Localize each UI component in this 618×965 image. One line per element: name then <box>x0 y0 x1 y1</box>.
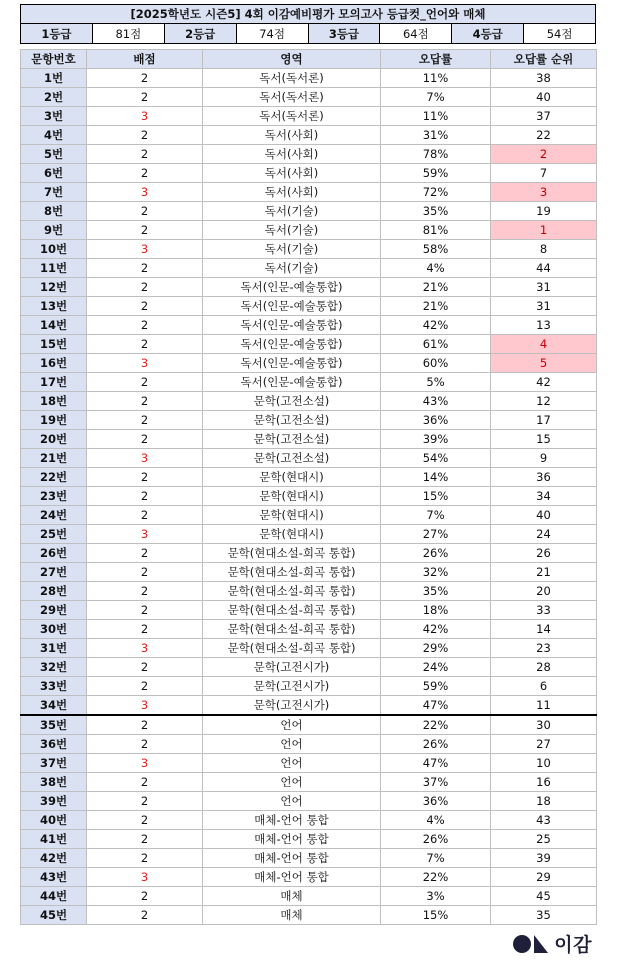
cell-error-rate: 11% <box>381 69 491 88</box>
cell-error-rate: 47% <box>381 696 491 716</box>
cell-error-rank: 39 <box>491 849 597 868</box>
cell-error-rank: 35 <box>491 906 597 925</box>
cell-error-rate: 26% <box>381 544 491 563</box>
cell-question-number: 16번 <box>21 354 87 373</box>
cell-points: 3 <box>87 354 203 373</box>
cell-area: 언어 <box>203 792 381 811</box>
cell-question-number: 18번 <box>21 392 87 411</box>
cell-points: 2 <box>87 563 203 582</box>
cell-question-number: 22번 <box>21 468 87 487</box>
cell-question-number: 19번 <box>21 411 87 430</box>
cell-points: 3 <box>87 868 203 887</box>
cell-error-rate: 3% <box>381 887 491 906</box>
cell-points: 2 <box>87 221 203 240</box>
cell-error-rate: 72% <box>381 183 491 202</box>
cell-error-rank: 6 <box>491 677 597 696</box>
grade-label-1: 1등급 <box>21 24 93 44</box>
cell-error-rate: 27% <box>381 525 491 544</box>
cell-error-rank: 5 <box>491 354 597 373</box>
cell-question-number: 32번 <box>21 658 87 677</box>
cell-points: 2 <box>87 792 203 811</box>
cell-area: 문학(고전시가) <box>203 696 381 716</box>
cell-area: 독서(사회) <box>203 164 381 183</box>
grade-cut-table <box>20 4 596 44</box>
cell-area: 매체 <box>203 887 381 906</box>
table-header-row <box>21 50 597 69</box>
cell-points: 2 <box>87 773 203 792</box>
table-row <box>21 620 597 639</box>
cell-area: 독서(인문-예술통합) <box>203 278 381 297</box>
cell-error-rank: 7 <box>491 164 597 183</box>
table-row <box>21 240 597 259</box>
cell-error-rank: 40 <box>491 506 597 525</box>
cell-area: 독서(인문-예술통합) <box>203 297 381 316</box>
cell-error-rank: 27 <box>491 735 597 754</box>
cell-area: 독서(사회) <box>203 183 381 202</box>
grade-cut-row <box>21 24 596 44</box>
cell-error-rate: 14% <box>381 468 491 487</box>
cell-error-rate: 21% <box>381 278 491 297</box>
table-row <box>21 544 597 563</box>
table-row <box>21 354 597 373</box>
cell-points: 2 <box>87 658 203 677</box>
logo-mark-icon <box>512 933 550 955</box>
table-row <box>21 792 597 811</box>
header-error-rank: 오답률 순위 <box>491 50 597 69</box>
cell-error-rate: 22% <box>381 715 491 735</box>
cell-area: 문학(현대소설-희곡 통합) <box>203 582 381 601</box>
cell-points: 2 <box>87 164 203 183</box>
table-row <box>21 868 597 887</box>
cell-points: 2 <box>87 506 203 525</box>
cell-area: 매체-언어 통합 <box>203 811 381 830</box>
table-row <box>21 126 597 145</box>
cell-points: 2 <box>87 259 203 278</box>
cell-question-number: 36번 <box>21 735 87 754</box>
table-row <box>21 696 597 716</box>
cell-question-number: 30번 <box>21 620 87 639</box>
cell-area: 문학(현대소설-희곡 통합) <box>203 563 381 582</box>
grade-label-3: 3등급 <box>308 24 380 44</box>
cell-points: 2 <box>87 145 203 164</box>
table-row <box>21 335 597 354</box>
table-row <box>21 259 597 278</box>
question-stats-table <box>20 49 597 925</box>
table-row <box>21 278 597 297</box>
table-row <box>21 145 597 164</box>
cell-question-number: 20번 <box>21 430 87 449</box>
cell-error-rank: 8 <box>491 240 597 259</box>
cell-question-number: 31번 <box>21 639 87 658</box>
cell-area: 독서(인문-예술통합) <box>203 354 381 373</box>
cell-area: 독서(기술) <box>203 221 381 240</box>
cell-error-rate: 26% <box>381 830 491 849</box>
table-row <box>21 639 597 658</box>
cell-points: 3 <box>87 754 203 773</box>
cell-error-rate: 26% <box>381 735 491 754</box>
cell-error-rate: 21% <box>381 297 491 316</box>
cell-error-rank: 9 <box>491 449 597 468</box>
cell-error-rank: 16 <box>491 773 597 792</box>
cell-error-rate: 7% <box>381 506 491 525</box>
grade-score-2: 74점 <box>236 24 308 44</box>
cell-question-number: 33번 <box>21 677 87 696</box>
cell-area: 독서(기술) <box>203 240 381 259</box>
cell-area: 문학(현대소설-희곡 통합) <box>203 620 381 639</box>
cell-error-rate: 61% <box>381 335 491 354</box>
cell-error-rank: 10 <box>491 754 597 773</box>
cell-error-rank: 29 <box>491 868 597 887</box>
cell-error-rate: 29% <box>381 639 491 658</box>
cell-area: 독서(기술) <box>203 259 381 278</box>
table-row <box>21 69 597 88</box>
cell-points: 3 <box>87 183 203 202</box>
cell-points: 3 <box>87 107 203 126</box>
cell-question-number: 42번 <box>21 849 87 868</box>
cell-error-rank: 12 <box>491 392 597 411</box>
grade-label-2: 2등급 <box>164 24 236 44</box>
table-row <box>21 525 597 544</box>
cell-area: 독서(독서론) <box>203 107 381 126</box>
cell-points: 2 <box>87 335 203 354</box>
cell-error-rate: 31% <box>381 126 491 145</box>
cell-points: 2 <box>87 88 203 107</box>
cell-points: 3 <box>87 696 203 716</box>
cell-error-rank: 3 <box>491 183 597 202</box>
cell-points: 2 <box>87 582 203 601</box>
cell-area: 문학(고전소설) <box>203 430 381 449</box>
table-row <box>21 221 597 240</box>
cell-error-rank: 37 <box>491 107 597 126</box>
cell-error-rank: 33 <box>491 601 597 620</box>
cell-question-number: 29번 <box>21 601 87 620</box>
header-area: 영역 <box>203 50 381 69</box>
cell-question-number: 11번 <box>21 259 87 278</box>
header-error-rate: 오답률 <box>381 50 491 69</box>
cell-question-number: 9번 <box>21 221 87 240</box>
cell-question-number: 23번 <box>21 487 87 506</box>
cell-error-rate: 4% <box>381 259 491 278</box>
table-row <box>21 164 597 183</box>
cell-error-rank: 13 <box>491 316 597 335</box>
cell-question-number: 6번 <box>21 164 87 183</box>
cell-error-rank: 40 <box>491 88 597 107</box>
cell-question-number: 25번 <box>21 525 87 544</box>
table-row <box>21 202 597 221</box>
cell-points: 2 <box>87 278 203 297</box>
table-row <box>21 487 597 506</box>
cell-points: 2 <box>87 316 203 335</box>
cell-error-rank: 1 <box>491 221 597 240</box>
cell-error-rank: 30 <box>491 715 597 735</box>
cell-points: 2 <box>87 906 203 925</box>
cell-area: 매체-언어 통합 <box>203 868 381 887</box>
cell-area: 문학(현대소설-희곡 통합) <box>203 601 381 620</box>
cell-error-rank: 28 <box>491 658 597 677</box>
grade-label-4: 4등급 <box>452 24 524 44</box>
cell-error-rate: 32% <box>381 563 491 582</box>
cell-area: 문학(현대시) <box>203 506 381 525</box>
cell-error-rank: 31 <box>491 297 597 316</box>
cell-area: 문학(고전소설) <box>203 392 381 411</box>
cell-error-rate: 15% <box>381 906 491 925</box>
cell-area: 문학(현대소설-희곡 통합) <box>203 544 381 563</box>
cell-area: 독서(독서론) <box>203 88 381 107</box>
cell-error-rate: 24% <box>381 658 491 677</box>
cell-error-rate: 36% <box>381 792 491 811</box>
cell-points: 2 <box>87 411 203 430</box>
cell-area: 독서(인문-예술통합) <box>203 316 381 335</box>
cell-area: 언어 <box>203 715 381 735</box>
table-row <box>21 582 597 601</box>
table-row <box>21 563 597 582</box>
table-row <box>21 906 597 925</box>
report-container <box>20 4 596 925</box>
cell-error-rank: 4 <box>491 335 597 354</box>
cell-error-rank: 43 <box>491 811 597 830</box>
cell-error-rate: 37% <box>381 773 491 792</box>
cell-error-rate: 59% <box>381 164 491 183</box>
cell-question-number: 17번 <box>21 373 87 392</box>
table-row <box>21 677 597 696</box>
cell-area: 매체-언어 통합 <box>203 849 381 868</box>
cell-points: 2 <box>87 373 203 392</box>
cell-points: 3 <box>87 525 203 544</box>
cell-error-rank: 38 <box>491 69 597 88</box>
cell-error-rank: 44 <box>491 259 597 278</box>
cell-question-number: 8번 <box>21 202 87 221</box>
cell-question-number: 7번 <box>21 183 87 202</box>
cell-points: 2 <box>87 677 203 696</box>
cell-area: 매체 <box>203 906 381 925</box>
cell-error-rate: 42% <box>381 620 491 639</box>
cell-area: 문학(현대시) <box>203 487 381 506</box>
cell-area: 언어 <box>203 754 381 773</box>
cell-error-rate: 59% <box>381 677 491 696</box>
cell-question-number: 24번 <box>21 506 87 525</box>
table-body <box>21 69 597 925</box>
brand-logo <box>512 930 592 957</box>
cell-error-rate: 7% <box>381 849 491 868</box>
header-points: 배점 <box>87 50 203 69</box>
cell-error-rate: 18% <box>381 601 491 620</box>
cell-error-rate: 42% <box>381 316 491 335</box>
table-row <box>21 183 597 202</box>
cell-points: 2 <box>87 468 203 487</box>
cell-error-rank: 42 <box>491 373 597 392</box>
cell-area: 문학(현대시) <box>203 468 381 487</box>
table-row <box>21 430 597 449</box>
cell-error-rank: 20 <box>491 582 597 601</box>
table-row <box>21 601 597 620</box>
cell-question-number: 43번 <box>21 868 87 887</box>
cell-question-number: 13번 <box>21 297 87 316</box>
cell-error-rank: 31 <box>491 278 597 297</box>
cell-question-number: 26번 <box>21 544 87 563</box>
cell-error-rate: 4% <box>381 811 491 830</box>
cell-error-rank: 21 <box>491 563 597 582</box>
cell-question-number: 28번 <box>21 582 87 601</box>
cell-question-number: 15번 <box>21 335 87 354</box>
cell-error-rate: 5% <box>381 373 491 392</box>
cell-points: 2 <box>87 735 203 754</box>
cell-area: 문학(고전소설) <box>203 411 381 430</box>
cell-error-rate: 43% <box>381 392 491 411</box>
cell-points: 2 <box>87 487 203 506</box>
cell-error-rate: 11% <box>381 107 491 126</box>
cell-question-number: 44번 <box>21 887 87 906</box>
cell-error-rank: 2 <box>491 145 597 164</box>
table-row <box>21 754 597 773</box>
cell-points: 2 <box>87 830 203 849</box>
cell-error-rate: 78% <box>381 145 491 164</box>
table-row <box>21 107 597 126</box>
cell-error-rate: 15% <box>381 487 491 506</box>
cell-error-rank: 36 <box>491 468 597 487</box>
cell-area: 독서(기술) <box>203 202 381 221</box>
cell-points: 2 <box>87 887 203 906</box>
cell-question-number: 14번 <box>21 316 87 335</box>
cell-points: 2 <box>87 202 203 221</box>
cell-area: 독서(독서론) <box>203 69 381 88</box>
cell-area: 문학(현대소설-희곡 통합) <box>203 639 381 658</box>
cell-question-number: 3번 <box>21 107 87 126</box>
cell-question-number: 27번 <box>21 563 87 582</box>
cell-points: 3 <box>87 639 203 658</box>
cell-area: 문학(고전시가) <box>203 677 381 696</box>
table-row <box>21 297 597 316</box>
cell-area: 독서(인문-예술통합) <box>203 373 381 392</box>
table-row <box>21 715 597 735</box>
cell-points: 2 <box>87 430 203 449</box>
table-row <box>21 449 597 468</box>
cell-question-number: 1번 <box>21 69 87 88</box>
header-question-number: 문항번호 <box>21 50 87 69</box>
cell-error-rank: 18 <box>491 792 597 811</box>
cell-question-number: 2번 <box>21 88 87 107</box>
table-row <box>21 316 597 335</box>
logo-text: 이감 <box>554 934 592 956</box>
cell-points: 2 <box>87 392 203 411</box>
cell-error-rank: 22 <box>491 126 597 145</box>
cell-error-rank: 11 <box>491 696 597 716</box>
table-row <box>21 411 597 430</box>
cell-error-rank: 45 <box>491 887 597 906</box>
table-row <box>21 88 597 107</box>
cell-question-number: 4번 <box>21 126 87 145</box>
table-row <box>21 849 597 868</box>
table-row <box>21 811 597 830</box>
cell-question-number: 38번 <box>21 773 87 792</box>
cell-points: 2 <box>87 126 203 145</box>
cell-area: 독서(사회) <box>203 126 381 145</box>
cell-points: 2 <box>87 297 203 316</box>
cell-error-rate: 7% <box>381 88 491 107</box>
table-row <box>21 392 597 411</box>
cell-question-number: 12번 <box>21 278 87 297</box>
cell-points: 2 <box>87 69 203 88</box>
cell-area: 문학(고전소설) <box>203 449 381 468</box>
cell-error-rate: 47% <box>381 754 491 773</box>
cell-area: 독서(사회) <box>203 145 381 164</box>
cell-error-rate: 36% <box>381 411 491 430</box>
cell-area: 언어 <box>203 773 381 792</box>
cell-error-rate: 58% <box>381 240 491 259</box>
cell-error-rank: 23 <box>491 639 597 658</box>
cell-question-number: 34번 <box>21 696 87 716</box>
grade-score-1: 81점 <box>92 24 164 44</box>
cell-area: 문학(현대시) <box>203 525 381 544</box>
cell-question-number: 45번 <box>21 906 87 925</box>
cell-error-rank: 26 <box>491 544 597 563</box>
page-title: [2025학년도 시즌5] 4회 이감예비평가 모의고사 등급컷_언어와 매체 <box>21 5 596 24</box>
cell-points: 2 <box>87 715 203 735</box>
cell-error-rate: 35% <box>381 202 491 221</box>
cell-error-rate: 35% <box>381 582 491 601</box>
cell-error-rank: 24 <box>491 525 597 544</box>
cell-points: 2 <box>87 811 203 830</box>
cell-question-number: 35번 <box>21 715 87 735</box>
cell-points: 3 <box>87 240 203 259</box>
cell-points: 2 <box>87 544 203 563</box>
cell-error-rank: 17 <box>491 411 597 430</box>
cell-points: 2 <box>87 849 203 868</box>
table-row <box>21 373 597 392</box>
cell-area: 문학(고전시가) <box>203 658 381 677</box>
cell-error-rate: 81% <box>381 221 491 240</box>
cell-error-rank: 25 <box>491 830 597 849</box>
cell-question-number: 21번 <box>21 449 87 468</box>
cell-question-number: 41번 <box>21 830 87 849</box>
table-row <box>21 735 597 754</box>
table-row <box>21 830 597 849</box>
cell-question-number: 10번 <box>21 240 87 259</box>
cell-question-number: 37번 <box>21 754 87 773</box>
cell-area: 독서(인문-예술통합) <box>203 335 381 354</box>
grade-score-3: 64점 <box>380 24 452 44</box>
cell-question-number: 39번 <box>21 792 87 811</box>
table-row <box>21 468 597 487</box>
cell-error-rank: 34 <box>491 487 597 506</box>
cell-error-rate: 22% <box>381 868 491 887</box>
cell-error-rank: 15 <box>491 430 597 449</box>
cell-points: 3 <box>87 449 203 468</box>
cell-error-rate: 39% <box>381 430 491 449</box>
table-row <box>21 887 597 906</box>
table-row <box>21 506 597 525</box>
cell-error-rank: 19 <box>491 202 597 221</box>
cell-area: 언어 <box>203 735 381 754</box>
cell-error-rank: 14 <box>491 620 597 639</box>
table-row <box>21 658 597 677</box>
table-row <box>21 773 597 792</box>
cell-question-number: 40번 <box>21 811 87 830</box>
cell-error-rate: 54% <box>381 449 491 468</box>
grade-score-4: 54점 <box>524 24 596 44</box>
cell-error-rate: 60% <box>381 354 491 373</box>
cell-question-number: 5번 <box>21 145 87 164</box>
cell-points: 2 <box>87 601 203 620</box>
cell-area: 매체-언어 통합 <box>203 830 381 849</box>
cell-points: 2 <box>87 620 203 639</box>
